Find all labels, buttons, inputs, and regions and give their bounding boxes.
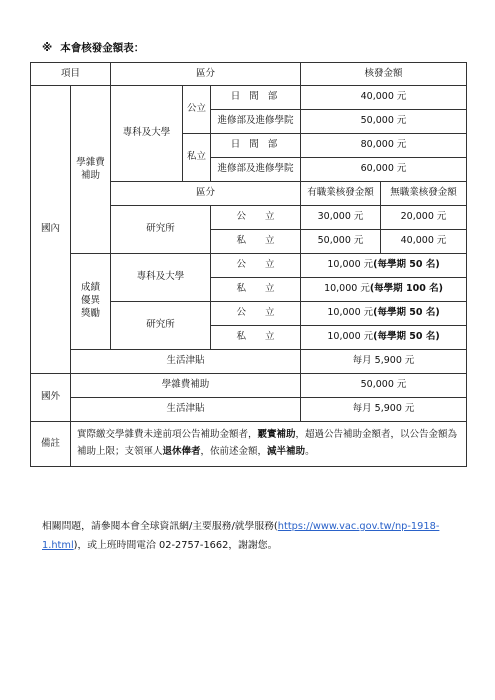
overseas-tuition-label: 學雜費補助	[71, 374, 301, 398]
overseas-living-amount: 每月 5,900 元	[301, 398, 467, 422]
grad-public-unemployed: 20,000 元	[381, 206, 467, 230]
remarks-text: 實際繳交學雜費未達前項公告補助金額者，覈實補助，超過公告補助金額者，以公告金額為補助上限；支領軍人退休俸者，依前述金額，減半補助。	[71, 422, 467, 467]
table-row	[31, 398, 467, 422]
merit-grad-private-amount: 10,000 元(每學期 50 名)	[301, 326, 467, 350]
merit-grad-public-amount: 10,000 元(每學期 50 名)	[301, 302, 467, 326]
footer-text-a: 相關問題，請參閱本會全球資訊網/主要服務/就學服務(	[42, 521, 278, 532]
contact-footer	[42, 518, 452, 555]
merit-college-label: 專科及大學	[111, 254, 211, 302]
domestic-living-label: 生活津貼	[71, 350, 301, 374]
tuition-aid-label	[71, 86, 111, 254]
subheader-employed: 有職業核發金額	[301, 182, 381, 206]
amount-public-continuing: 50,000 元	[301, 110, 467, 134]
public-label: 公立	[183, 86, 211, 134]
overseas-tuition-amount: 50,000 元	[301, 374, 467, 398]
overseas-label: 國外	[31, 374, 71, 422]
table-header-row	[31, 63, 467, 86]
merit-college-private-label: 私 立	[211, 278, 301, 302]
merit-grad-label: 研究所	[111, 302, 211, 350]
grad-public-label: 公 立	[211, 206, 301, 230]
subheader-unemployed: 無職業核發金額	[381, 182, 467, 206]
continuing-private: 進修部及進修學院	[211, 158, 301, 182]
table-heading	[42, 40, 144, 55]
remarks-label: 備註	[31, 422, 71, 467]
subheader-category: 區分	[111, 182, 301, 206]
domestic-living-amount: 每月 5,900 元	[301, 350, 467, 374]
day-division-private: 日 間 部	[211, 134, 301, 158]
day-division-public: 日 間 部	[211, 86, 301, 110]
private-label: 私立	[183, 134, 211, 182]
junior-college-label: 專科及大學	[111, 86, 183, 182]
amount-private-continuing: 60,000 元	[301, 158, 467, 182]
header-item: 項目	[31, 63, 111, 86]
amount-private-day: 80,000 元	[301, 134, 467, 158]
heading-title: 本會核發金額表：	[60, 42, 145, 54]
header-category: 區分	[111, 63, 301, 86]
table-row	[31, 374, 467, 398]
table-row	[31, 254, 467, 278]
domestic-label: 國內	[31, 86, 71, 374]
table-row	[31, 350, 467, 374]
continuing-public: 進修部及進修學院	[211, 110, 301, 134]
grad-private-unemployed: 40,000 元	[381, 230, 467, 254]
merit-college-private-amount: 10,000 元(每學期 100 名)	[301, 278, 467, 302]
merit-grad-public-label: 公 立	[211, 302, 301, 326]
merit-college-public-label: 公 立	[211, 254, 301, 278]
table-row	[31, 86, 467, 110]
tuition-aid-line2: 補助	[81, 169, 101, 181]
grad-public-employed: 30,000 元	[301, 206, 381, 230]
amount-public-day: 40,000 元	[301, 86, 467, 110]
subsidy-amount-table	[30, 62, 467, 467]
merit-grad-private-label: 私 立	[211, 326, 301, 350]
footer-text-b: )，或上班時間電洽 02-2757-1662，謝謝您。	[73, 539, 278, 551]
merit-award-label: 成績 優異 獎勵	[71, 254, 111, 350]
header-amount: 核發金額	[301, 63, 467, 86]
service-link[interactable]: https://www.vac.gov.tw/np-1918-1.html	[42, 521, 440, 551]
overseas-living-label: 生活津貼	[71, 398, 301, 422]
grad-private-employed: 50,000 元	[301, 230, 381, 254]
reference-mark-icon: ※	[42, 42, 53, 54]
tuition-aid-line1: 學雜費	[76, 156, 105, 168]
remarks-row	[31, 422, 467, 467]
merit-college-public-amount: 10,000 元(每學期 50 名)	[301, 254, 467, 278]
grad-private-label: 私 立	[211, 230, 301, 254]
grad-school-label: 研究所	[111, 206, 211, 254]
